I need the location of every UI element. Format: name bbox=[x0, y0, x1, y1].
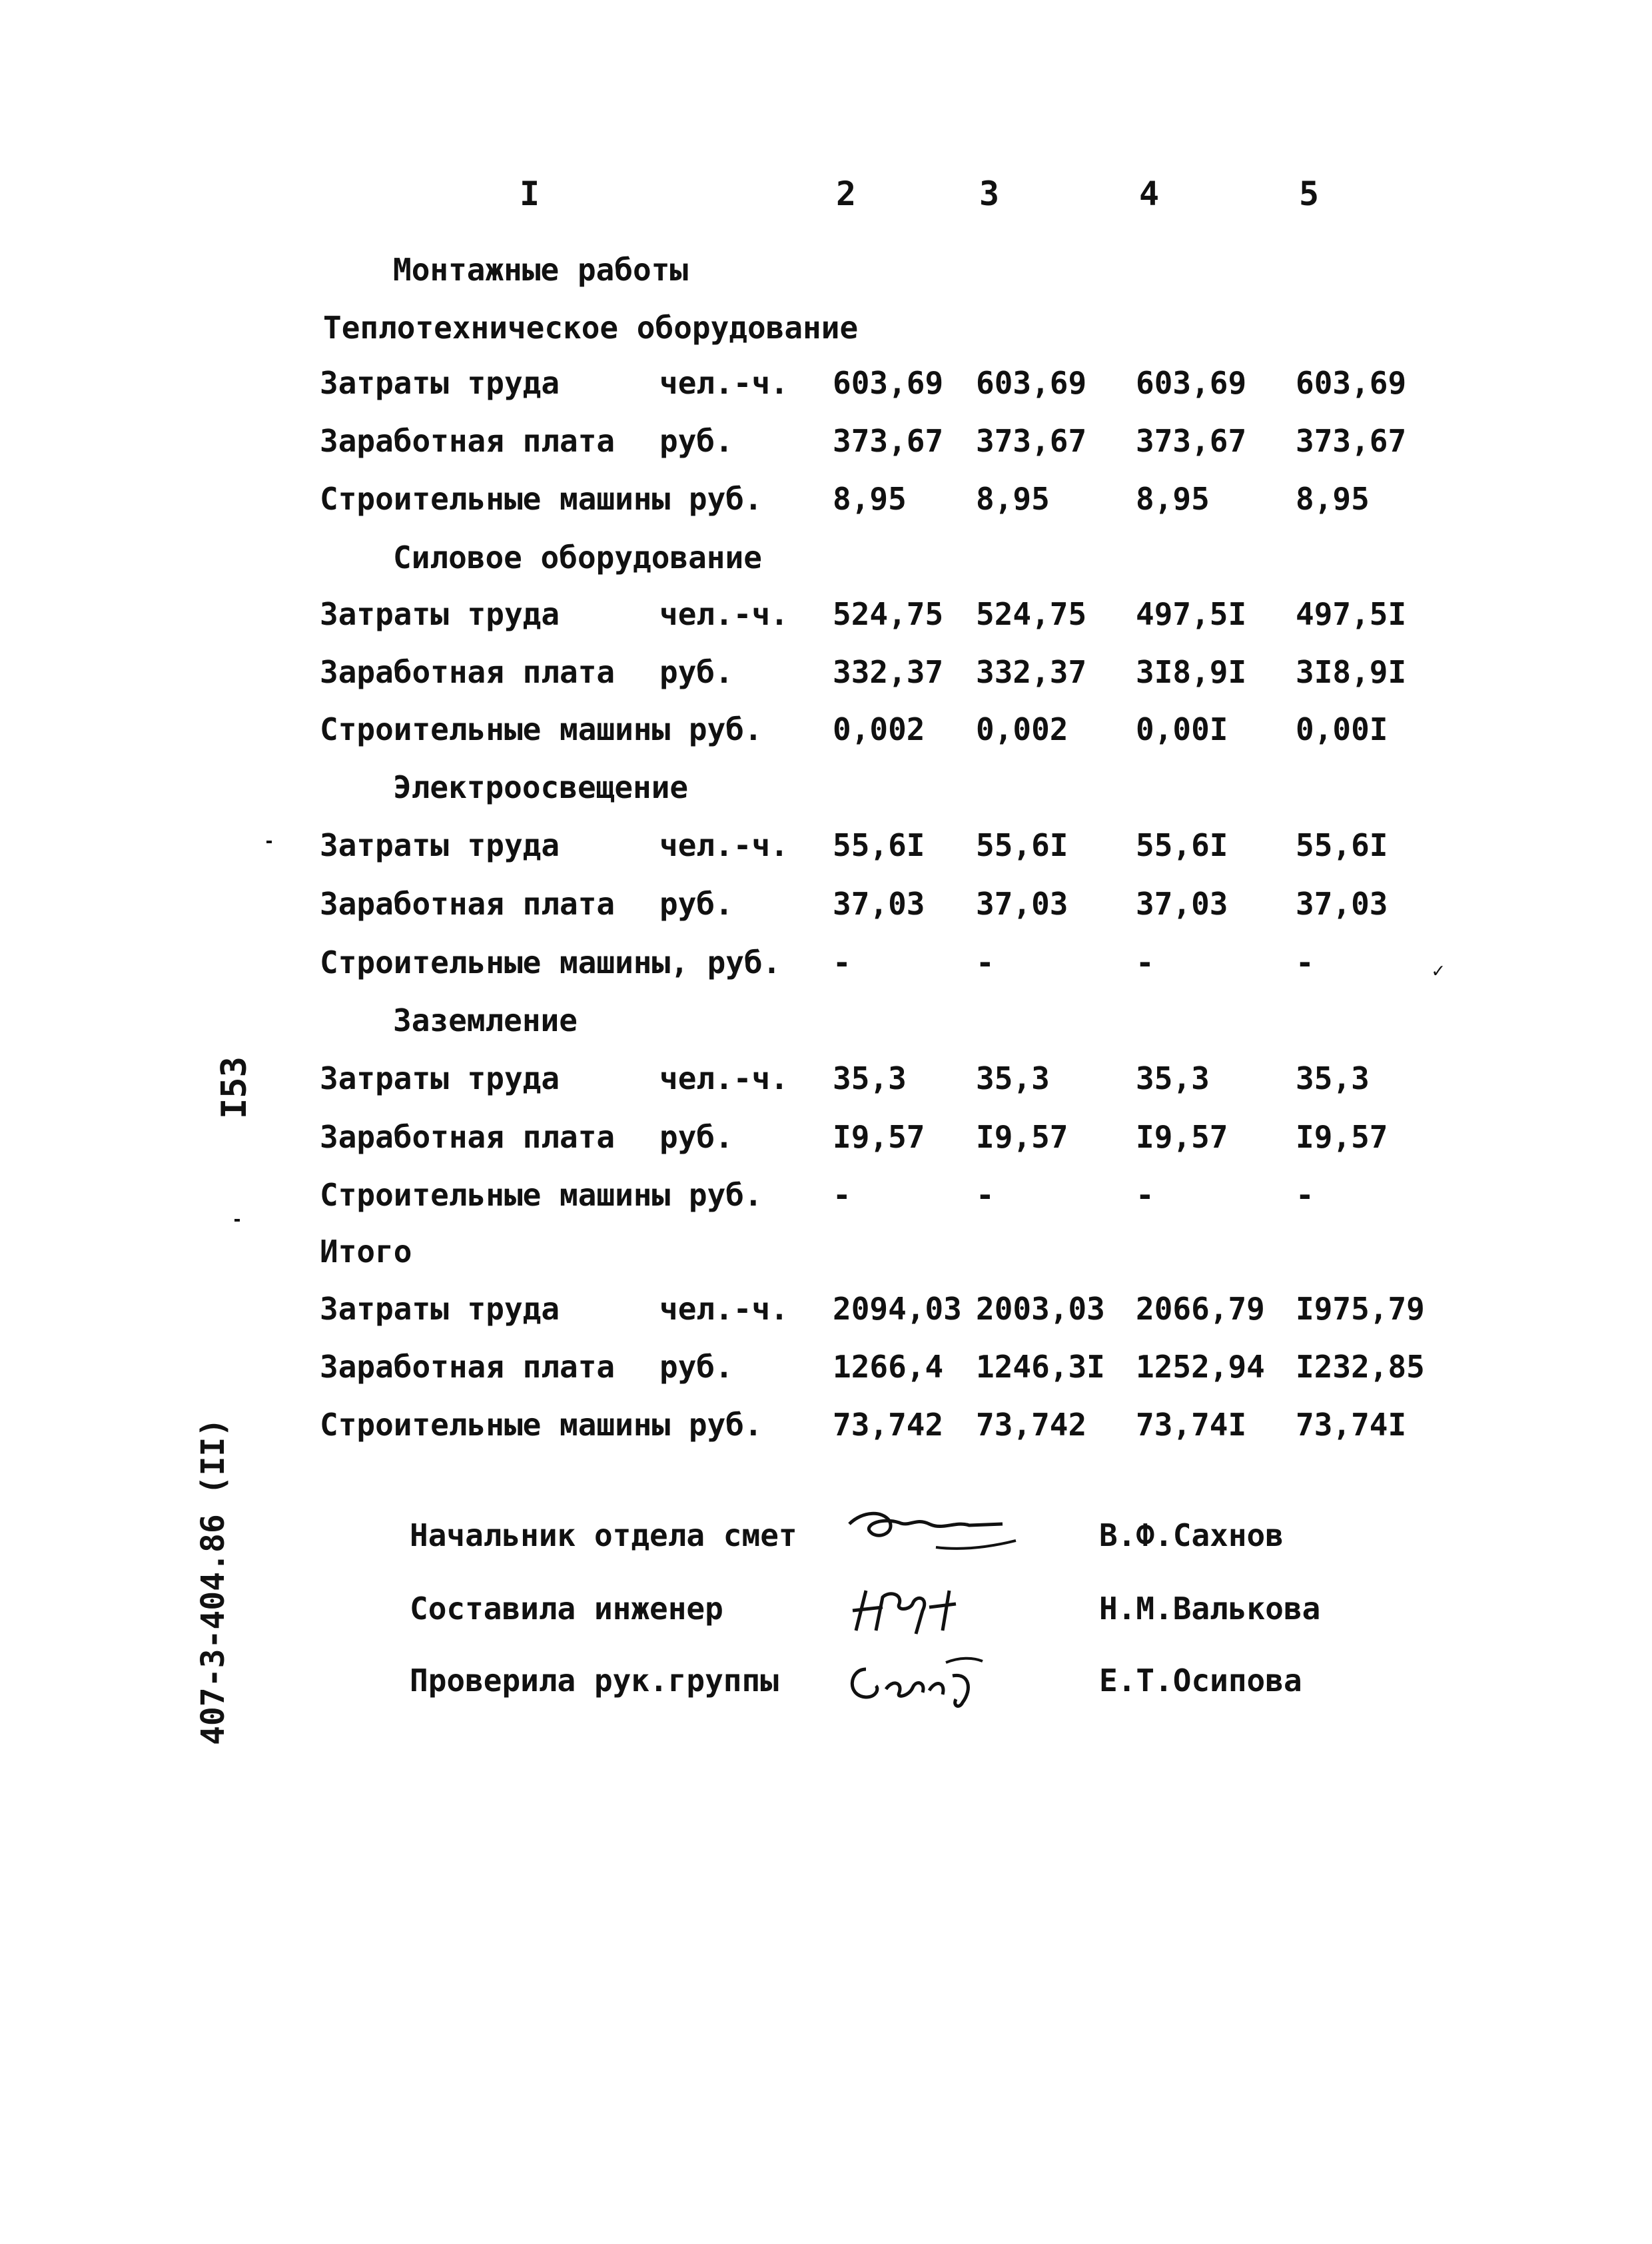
cell-value: 497,5I bbox=[1296, 596, 1407, 632]
cell-value: 603,69 bbox=[1136, 365, 1247, 401]
table-row bbox=[320, 944, 1452, 998]
table-row bbox=[320, 886, 1452, 939]
cell-value: - bbox=[1296, 944, 1314, 980]
row-unit: руб. bbox=[659, 1119, 733, 1155]
cell-value: 35,3 bbox=[833, 1060, 907, 1096]
cell-value: 55,6I bbox=[976, 827, 1068, 863]
table-row bbox=[320, 423, 1452, 476]
cell-value: I232,85 bbox=[1296, 1349, 1425, 1385]
row-label: Заработная плата bbox=[320, 1119, 616, 1155]
cell-value: 37,03 bbox=[976, 886, 1068, 922]
cell-value: 0,00I bbox=[1136, 711, 1228, 747]
cell-value: 373,67 bbox=[1296, 423, 1407, 459]
cell-value: 3I8,9I bbox=[1296, 654, 1407, 690]
cell-value: 603,69 bbox=[833, 365, 944, 401]
section-title-installation: Монтажные работы bbox=[393, 252, 689, 288]
column-header-5: 5 bbox=[1299, 175, 1320, 213]
table-row bbox=[320, 1177, 1452, 1230]
cell-value: 37,03 bbox=[833, 886, 925, 922]
page-number: I53 bbox=[214, 1056, 254, 1119]
cell-value: 73,742 bbox=[833, 1407, 944, 1443]
table-row bbox=[320, 1349, 1452, 1402]
signature-name: Е.Т.Осипова bbox=[1099, 1663, 1302, 1698]
cell-value: 2066,79 bbox=[1136, 1291, 1265, 1327]
cell-value: 55,6I bbox=[1136, 827, 1228, 863]
table-row bbox=[320, 654, 1452, 707]
row-label: Затраты труда bbox=[320, 827, 560, 863]
cell-value: 2003,03 bbox=[976, 1291, 1105, 1327]
row-unit: чел.-ч. bbox=[659, 596, 789, 632]
table-row bbox=[320, 365, 1452, 418]
row-unit: чел.-ч. bbox=[659, 1060, 789, 1096]
table-row bbox=[320, 1291, 1452, 1344]
section-title: Силовое оборудование bbox=[393, 540, 762, 575]
cell-value: 603,69 bbox=[1296, 365, 1407, 401]
signature-row bbox=[410, 1663, 1409, 1722]
table-row bbox=[320, 1407, 1452, 1460]
row-unit: руб. bbox=[659, 654, 733, 690]
cell-value: I9,57 bbox=[1296, 1119, 1388, 1155]
check-mark: ✓ bbox=[1432, 959, 1445, 982]
cell-value: 35,3 bbox=[976, 1060, 1050, 1096]
row-label: Строительные машины, руб. bbox=[320, 944, 781, 980]
table-row bbox=[320, 1060, 1452, 1114]
column-header-3: 3 bbox=[979, 175, 1000, 213]
cell-value: 1266,4 bbox=[833, 1349, 944, 1385]
cell-value: - bbox=[833, 1177, 851, 1213]
cell-value: 8,95 bbox=[833, 481, 907, 517]
row-label: Строительные машины руб. bbox=[320, 1407, 763, 1443]
cell-value: - bbox=[976, 1177, 995, 1213]
cell-value: 524,75 bbox=[833, 596, 944, 632]
signature-row bbox=[410, 1591, 1409, 1651]
column-header-2: 2 bbox=[836, 175, 857, 213]
cell-value: 497,5I bbox=[1136, 596, 1247, 632]
row-unit: руб. bbox=[659, 423, 733, 459]
signature-role: Проверила рук.группы bbox=[410, 1663, 779, 1698]
cell-value: I9,57 bbox=[1136, 1119, 1228, 1155]
row-label: Затраты труда bbox=[320, 365, 560, 401]
cell-value: 603,69 bbox=[976, 365, 1087, 401]
cell-value: 524,75 bbox=[976, 596, 1087, 632]
cell-value: 2094,03 bbox=[833, 1291, 962, 1327]
cell-value: 1246,3I bbox=[976, 1349, 1105, 1385]
row-label: Затраты труда bbox=[320, 1060, 560, 1096]
cell-value: I9,57 bbox=[833, 1119, 925, 1155]
cell-value: - bbox=[976, 944, 995, 980]
cell-value: 373,67 bbox=[976, 423, 1087, 459]
signature-role: Составила инженер bbox=[410, 1591, 723, 1627]
section-title: Теплотехническое оборудование bbox=[323, 310, 859, 346]
cell-value: 73,742 bbox=[976, 1407, 1087, 1443]
section-title-total: Итого bbox=[320, 1234, 412, 1270]
cell-value: I975,79 bbox=[1296, 1291, 1425, 1327]
signature-row bbox=[410, 1517, 1409, 1577]
table-row bbox=[320, 827, 1452, 881]
table-row bbox=[320, 596, 1452, 649]
column-header-1: I bbox=[520, 175, 540, 213]
row-unit: чел.-ч. bbox=[659, 827, 789, 863]
cell-value: 0,002 bbox=[976, 711, 1068, 747]
handwritten-signature bbox=[836, 1497, 1036, 1571]
cell-value: - bbox=[1136, 1177, 1154, 1213]
row-label: Заработная плата bbox=[320, 1349, 616, 1385]
row-unit: чел.-ч. bbox=[659, 365, 789, 401]
cell-value: 1252,94 bbox=[1136, 1349, 1265, 1385]
cell-value: 37,03 bbox=[1296, 886, 1388, 922]
cell-value: - bbox=[1136, 944, 1154, 980]
cell-value: 37,03 bbox=[1136, 886, 1228, 922]
cell-value: 0,00I bbox=[1296, 711, 1388, 747]
row-label: Заработная плата bbox=[320, 423, 616, 459]
cell-value: 55,6I bbox=[1296, 827, 1388, 863]
table-row bbox=[320, 711, 1452, 765]
handwritten-signature bbox=[836, 1571, 1036, 1644]
margin-mark bbox=[234, 1219, 240, 1222]
table-row bbox=[320, 1119, 1452, 1172]
cell-value: 73,74I bbox=[1296, 1407, 1407, 1443]
cell-value: 332,37 bbox=[976, 654, 1087, 690]
row-label: Затраты труда bbox=[320, 596, 560, 632]
section-title: Электроосвещение bbox=[393, 769, 689, 805]
row-label: Строительные машины руб. bbox=[320, 711, 763, 747]
cell-value: 55,6I bbox=[833, 827, 925, 863]
cell-value: 8,95 bbox=[1136, 481, 1210, 517]
column-header-4: 4 bbox=[1139, 175, 1160, 213]
row-label: Затраты труда bbox=[320, 1291, 560, 1327]
margin-mark bbox=[266, 841, 272, 843]
cell-value: 35,3 bbox=[1296, 1060, 1370, 1096]
row-label: Строительные машины руб. bbox=[320, 481, 763, 517]
cell-value: 373,67 bbox=[833, 423, 944, 459]
table-row bbox=[320, 481, 1452, 534]
cell-value: 73,74I bbox=[1136, 1407, 1247, 1443]
cell-value: I9,57 bbox=[976, 1119, 1068, 1155]
cell-value: 332,37 bbox=[833, 654, 944, 690]
section-title: Заземление bbox=[393, 1002, 578, 1038]
signature-name: Н.М.Валькова bbox=[1099, 1591, 1321, 1627]
cell-value: 3I8,9I bbox=[1136, 654, 1247, 690]
cell-value: 8,95 bbox=[976, 481, 1050, 517]
row-label: Строительные машины руб. bbox=[320, 1177, 763, 1213]
cell-value: - bbox=[833, 944, 851, 980]
cell-value: - bbox=[1296, 1177, 1314, 1213]
row-label: Заработная плата bbox=[320, 886, 616, 922]
document-code: 407-3-404.86 (II) bbox=[195, 1417, 232, 1745]
cell-value: 373,67 bbox=[1136, 423, 1247, 459]
row-unit: чел.-ч. bbox=[659, 1291, 789, 1327]
signature-name: В.Ф.Сахнов bbox=[1099, 1517, 1284, 1553]
handwritten-signature bbox=[836, 1643, 1036, 1716]
row-unit: руб. bbox=[659, 886, 733, 922]
signature-role: Начальник отдела смет bbox=[410, 1517, 797, 1553]
cell-value: 0,002 bbox=[833, 711, 925, 747]
row-label: Заработная плата bbox=[320, 654, 616, 690]
row-unit: руб. bbox=[659, 1349, 733, 1385]
cell-value: 8,95 bbox=[1296, 481, 1370, 517]
cell-value: 35,3 bbox=[1136, 1060, 1210, 1096]
